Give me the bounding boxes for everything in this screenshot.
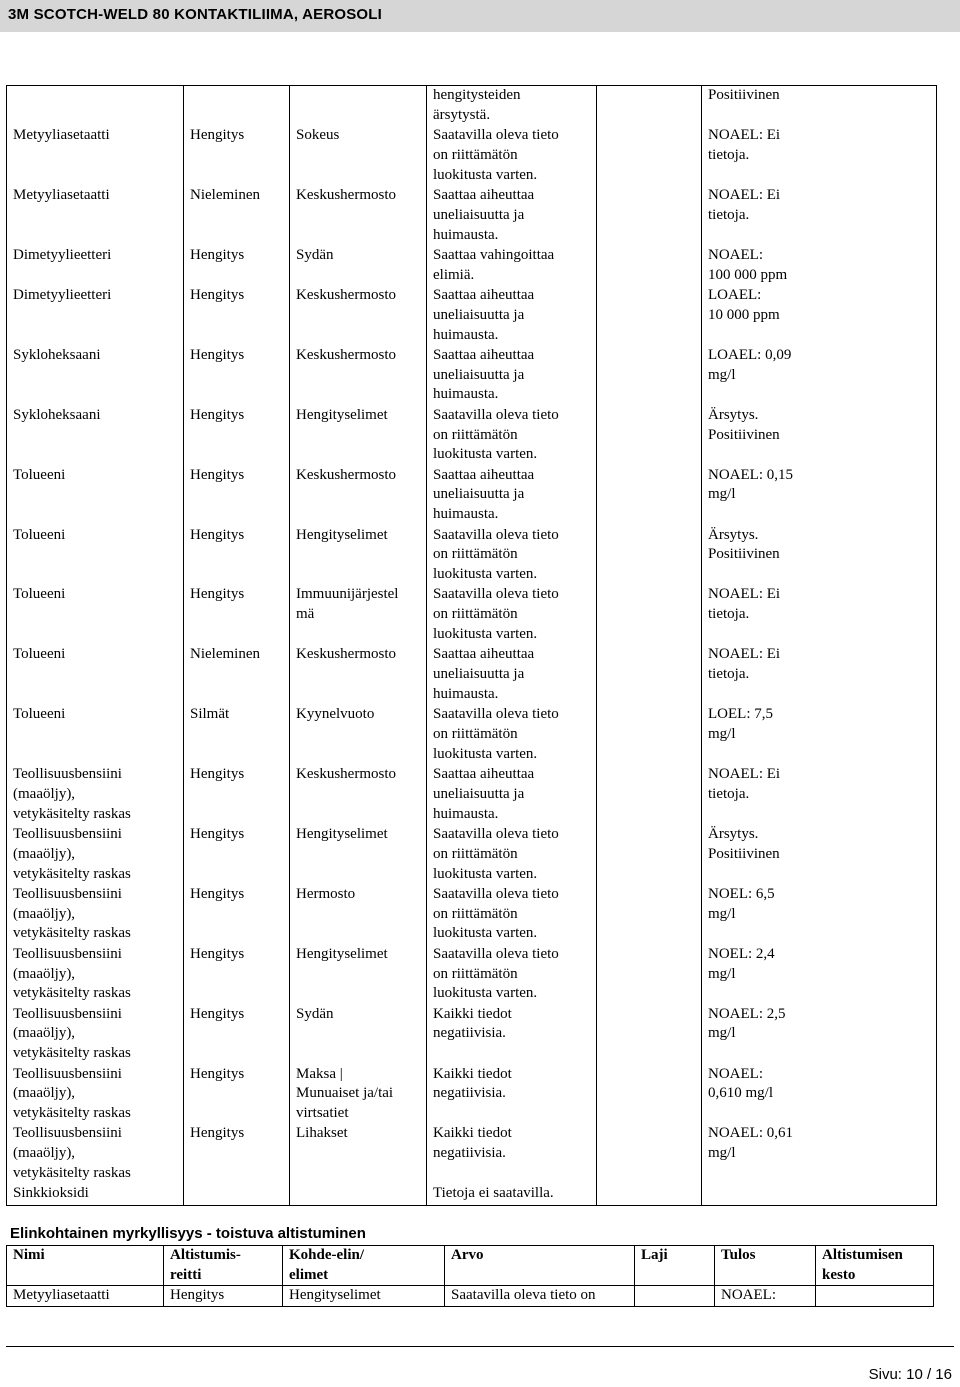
- table-row: [7, 1124, 937, 1184]
- table-cell: NOAEL:: [715, 1286, 816, 1307]
- cell-substance-name: Dimetyylieetteri: [7, 286, 184, 346]
- cell-exposure-route: Nieleminen: [184, 186, 290, 246]
- cell-blank: [597, 186, 702, 246]
- cell-result: Ärsytys. Positiivinen: [702, 825, 937, 885]
- cell-result: LOAEL: 0,09 mg/l: [702, 346, 937, 406]
- cell-exposure-route: Hengitys: [184, 1124, 290, 1184]
- cell-substance-name: Teollisuusbensiini (maaöljy), vetykäsitelty raskas: [7, 1005, 184, 1065]
- cell-target-organ: Hengityselimet: [290, 406, 427, 466]
- table-row: [7, 186, 937, 246]
- table-cell: Hengitys: [164, 1286, 283, 1307]
- cell-value: Saattaa aiheuttaa uneliaisuutta ja huimausta.: [427, 765, 597, 825]
- cell-blank: [597, 126, 702, 186]
- cell-value: hengitysteiden ärsytystä.: [427, 86, 597, 127]
- cell-blank: [597, 286, 702, 346]
- document-header-bar: [0, 0, 960, 32]
- cell-blank: [597, 346, 702, 406]
- table-row: [7, 1065, 937, 1125]
- table-row: [7, 466, 937, 526]
- cell-value: Saatavilla oleva tieto on riittämätön luokitusta varten.: [427, 526, 597, 586]
- table-row: [7, 406, 937, 466]
- cell-target-organ: Keskushermosto: [290, 186, 427, 246]
- table-row: [7, 585, 937, 645]
- cell-substance-name: Tolueeni: [7, 705, 184, 765]
- cell-exposure-route: Hengitys: [184, 885, 290, 945]
- table-row: [7, 346, 937, 406]
- cell-blank: [597, 765, 702, 825]
- table-row: [7, 945, 937, 1005]
- cell-result: Positiivinen: [702, 86, 937, 127]
- cell-value: Saattaa aiheuttaa uneliaisuutta ja huimausta.: [427, 645, 597, 705]
- cell-blank: [597, 86, 702, 127]
- cell-substance-name: Dimetyylieetteri: [7, 246, 184, 286]
- table-row: [7, 885, 937, 945]
- column-header: Tulos: [715, 1246, 816, 1286]
- cell-target-organ: Hengityselimet: [290, 825, 427, 885]
- cell-value: Saattaa aiheuttaa uneliaisuutta ja huimausta.: [427, 466, 597, 526]
- cell-exposure-route: [184, 86, 290, 127]
- cell-value: Saatavilla oleva tieto on riittämätön luokitusta varten.: [427, 126, 597, 186]
- cell-result: NOEL: 6,5 mg/l: [702, 885, 937, 945]
- section-title-repeated-exposure: Elinkohtainen myrkyllisyys - toistuva altistuminen: [10, 1225, 366, 1242]
- footer-divider: [6, 1346, 954, 1347]
- cell-value: Saattaa aiheuttaa uneliaisuutta ja huimausta.: [427, 186, 597, 246]
- cell-substance-name: Metyyliasetaatti: [7, 126, 184, 186]
- table-row: [7, 1286, 934, 1307]
- cell-target-organ: Sokeus: [290, 126, 427, 186]
- table-cell: Hengityselimet: [283, 1286, 445, 1307]
- repeated-exposure-table: [6, 1245, 934, 1307]
- cell-value: Saatavilla oleva tieto on riittämätön luokitusta varten.: [427, 825, 597, 885]
- cell-exposure-route: Hengitys: [184, 765, 290, 825]
- cell-target-organ: Keskushermosto: [290, 645, 427, 705]
- cell-value: Saatavilla oleva tieto on riittämätön luokitusta varten.: [427, 585, 597, 645]
- cell-value: Kaikki tiedot negatiivisia.: [427, 1065, 597, 1125]
- cell-blank: [597, 1124, 702, 1184]
- table-row: [7, 1005, 937, 1065]
- cell-target-organ: Sydän: [290, 246, 427, 286]
- cell-substance-name: Tolueeni: [7, 466, 184, 526]
- cell-blank: [597, 645, 702, 705]
- table-cell: Metyyliasetaatti: [7, 1286, 164, 1307]
- cell-result: Ärsytys. Positiivinen: [702, 406, 937, 466]
- cell-result: Ärsytys. Positiivinen: [702, 526, 937, 586]
- cell-blank: [597, 825, 702, 885]
- table-row: [7, 286, 937, 346]
- cell-result: LOAEL: 10 000 ppm: [702, 286, 937, 346]
- cell-result: NOAEL: 100 000 ppm: [702, 246, 937, 286]
- cell-result: NOAEL: 0,61 mg/l: [702, 1124, 937, 1184]
- cell-blank: [597, 1005, 702, 1065]
- cell-substance-name: Teollisuusbensiini (maaöljy), vetykäsitelty raskas: [7, 765, 184, 825]
- cell-substance-name: Teollisuusbensiini (maaöljy), vetykäsitelty raskas: [7, 945, 184, 1005]
- cell-exposure-route: Nieleminen: [184, 645, 290, 705]
- repeated-exposure-header-row: [7, 1246, 934, 1286]
- cell-result: NOAEL: 0,610 mg/l: [702, 1065, 937, 1125]
- cell-result: NOAEL: Ei tietoja.: [702, 585, 937, 645]
- cell-blank: [597, 406, 702, 466]
- cell-target-organ: Immuunijärjestel mä: [290, 585, 427, 645]
- table-row: [7, 246, 937, 286]
- cell-blank: [597, 526, 702, 586]
- cell-target-organ: [290, 86, 427, 127]
- cell-value: Saattaa vahingoittaa elimiä.: [427, 246, 597, 286]
- cell-exposure-route: Silmät: [184, 705, 290, 765]
- table-row: [7, 86, 937, 127]
- cell-target-organ: Hengityselimet: [290, 945, 427, 1005]
- cell-exposure-route: Hengitys: [184, 246, 290, 286]
- cell-substance-name: Tolueeni: [7, 645, 184, 705]
- cell-target-organ: Maksa | Munuaiset ja/tai virtsatiet: [290, 1065, 427, 1125]
- cell-substance-name: Tolueeni: [7, 526, 184, 586]
- cell-exposure-route: Hengitys: [184, 1065, 290, 1125]
- column-header: Laji: [635, 1246, 715, 1286]
- cell-value: Kaikki tiedot negatiivisia.: [427, 1005, 597, 1065]
- cell-substance-name: Sinkkioksidi: [7, 1184, 184, 1205]
- cell-exposure-route: Hengitys: [184, 585, 290, 645]
- table-cell: [635, 1286, 715, 1307]
- cell-target-organ: Hengityselimet: [290, 526, 427, 586]
- table-row: [7, 526, 937, 586]
- cell-blank: [597, 885, 702, 945]
- cell-value: Saatavilla oleva tieto on riittämätön luokitusta varten.: [427, 885, 597, 945]
- cell-exposure-route: Hengitys: [184, 466, 290, 526]
- cell-blank: [597, 1065, 702, 1125]
- cell-target-organ: Hermosto: [290, 885, 427, 945]
- table-row: [7, 705, 937, 765]
- cell-value: Saatavilla oleva tieto on riittämätön luokitusta varten.: [427, 406, 597, 466]
- cell-exposure-route: [184, 1184, 290, 1205]
- cell-exposure-route: Hengitys: [184, 406, 290, 466]
- cell-value: Saattaa aiheuttaa uneliaisuutta ja huimausta.: [427, 346, 597, 406]
- cell-exposure-route: Hengitys: [184, 825, 290, 885]
- cell-blank: [597, 466, 702, 526]
- cell-substance-name: Teollisuusbensiini (maaöljy), vetykäsitelty raskas: [7, 1124, 184, 1184]
- cell-target-organ: Keskushermosto: [290, 346, 427, 406]
- cell-substance-name: Teollisuusbensiini (maaöljy), vetykäsitelty raskas: [7, 885, 184, 945]
- cell-exposure-route: Hengitys: [184, 526, 290, 586]
- cell-result: NOEL: 2,4 mg/l: [702, 945, 937, 1005]
- column-header: Altistumisen kesto: [816, 1246, 934, 1286]
- cell-target-organ: Keskushermosto: [290, 765, 427, 825]
- cell-substance-name: Teollisuusbensiini (maaöljy), vetykäsitelty raskas: [7, 1065, 184, 1125]
- document-title: 3M SCOTCH-WELD 80 KONTAKTILIIMA, AEROSOLI: [8, 6, 383, 23]
- table-row: [7, 126, 937, 186]
- cell-result: NOAEL: Ei tietoja.: [702, 765, 937, 825]
- cell-exposure-route: Hengitys: [184, 1005, 290, 1065]
- table-row: [7, 825, 937, 885]
- column-header: Arvo: [445, 1246, 635, 1286]
- cell-substance-name: Tolueeni: [7, 585, 184, 645]
- cell-exposure-route: Hengitys: [184, 126, 290, 186]
- cell-substance-name: [7, 86, 184, 127]
- cell-blank: [597, 945, 702, 1005]
- cell-blank: [597, 585, 702, 645]
- cell-target-organ: Keskushermosto: [290, 286, 427, 346]
- cell-result: [702, 1184, 937, 1205]
- cell-value: Saatavilla oleva tieto on riittämätön luokitusta varten.: [427, 705, 597, 765]
- cell-blank: [597, 246, 702, 286]
- cell-result: NOAEL: Ei tietoja.: [702, 186, 937, 246]
- cell-target-organ: Kyynelvuoto: [290, 705, 427, 765]
- cell-exposure-route: Hengitys: [184, 346, 290, 406]
- cell-blank: [597, 705, 702, 765]
- table-row: [7, 765, 937, 825]
- cell-result: NOAEL: 2,5 mg/l: [702, 1005, 937, 1065]
- cell-blank: [597, 1184, 702, 1205]
- cell-target-organ: Keskushermosto: [290, 466, 427, 526]
- table-row: [7, 645, 937, 705]
- cell-result: NOAEL: Ei tietoja.: [702, 645, 937, 705]
- single-exposure-toxicity-table: [6, 85, 937, 1206]
- page-number: Sivu: 10 / 16: [868, 1366, 952, 1383]
- table-cell: Saatavilla oleva tieto on: [445, 1286, 635, 1307]
- cell-exposure-route: Hengitys: [184, 945, 290, 1005]
- cell-result: NOAEL: 0,15 mg/l: [702, 466, 937, 526]
- column-header: Nimi: [7, 1246, 164, 1286]
- cell-substance-name: Teollisuusbensiini (maaöljy), vetykäsitelty raskas: [7, 825, 184, 885]
- table-cell: [816, 1286, 934, 1307]
- cell-substance-name: Sykloheksaani: [7, 346, 184, 406]
- cell-substance-name: Sykloheksaani: [7, 406, 184, 466]
- column-header: Kohde-elin/ elimet: [283, 1246, 445, 1286]
- cell-result: NOAEL: Ei tietoja.: [702, 126, 937, 186]
- column-header: Altistumis- reitti: [164, 1246, 283, 1286]
- cell-target-organ: Sydän: [290, 1005, 427, 1065]
- cell-target-organ: [290, 1184, 427, 1205]
- cell-target-organ: Lihakset: [290, 1124, 427, 1184]
- cell-value: Saatavilla oleva tieto on riittämätön luokitusta varten.: [427, 945, 597, 1005]
- cell-value: Saattaa aiheuttaa uneliaisuutta ja huimausta.: [427, 286, 597, 346]
- table-row: [7, 1184, 937, 1205]
- cell-substance-name: Metyyliasetaatti: [7, 186, 184, 246]
- cell-value: Tietoja ei saatavilla.: [427, 1184, 597, 1205]
- cell-value: Kaikki tiedot negatiivisia.: [427, 1124, 597, 1184]
- cell-exposure-route: Hengitys: [184, 286, 290, 346]
- cell-result: LOEL: 7,5 mg/l: [702, 705, 937, 765]
